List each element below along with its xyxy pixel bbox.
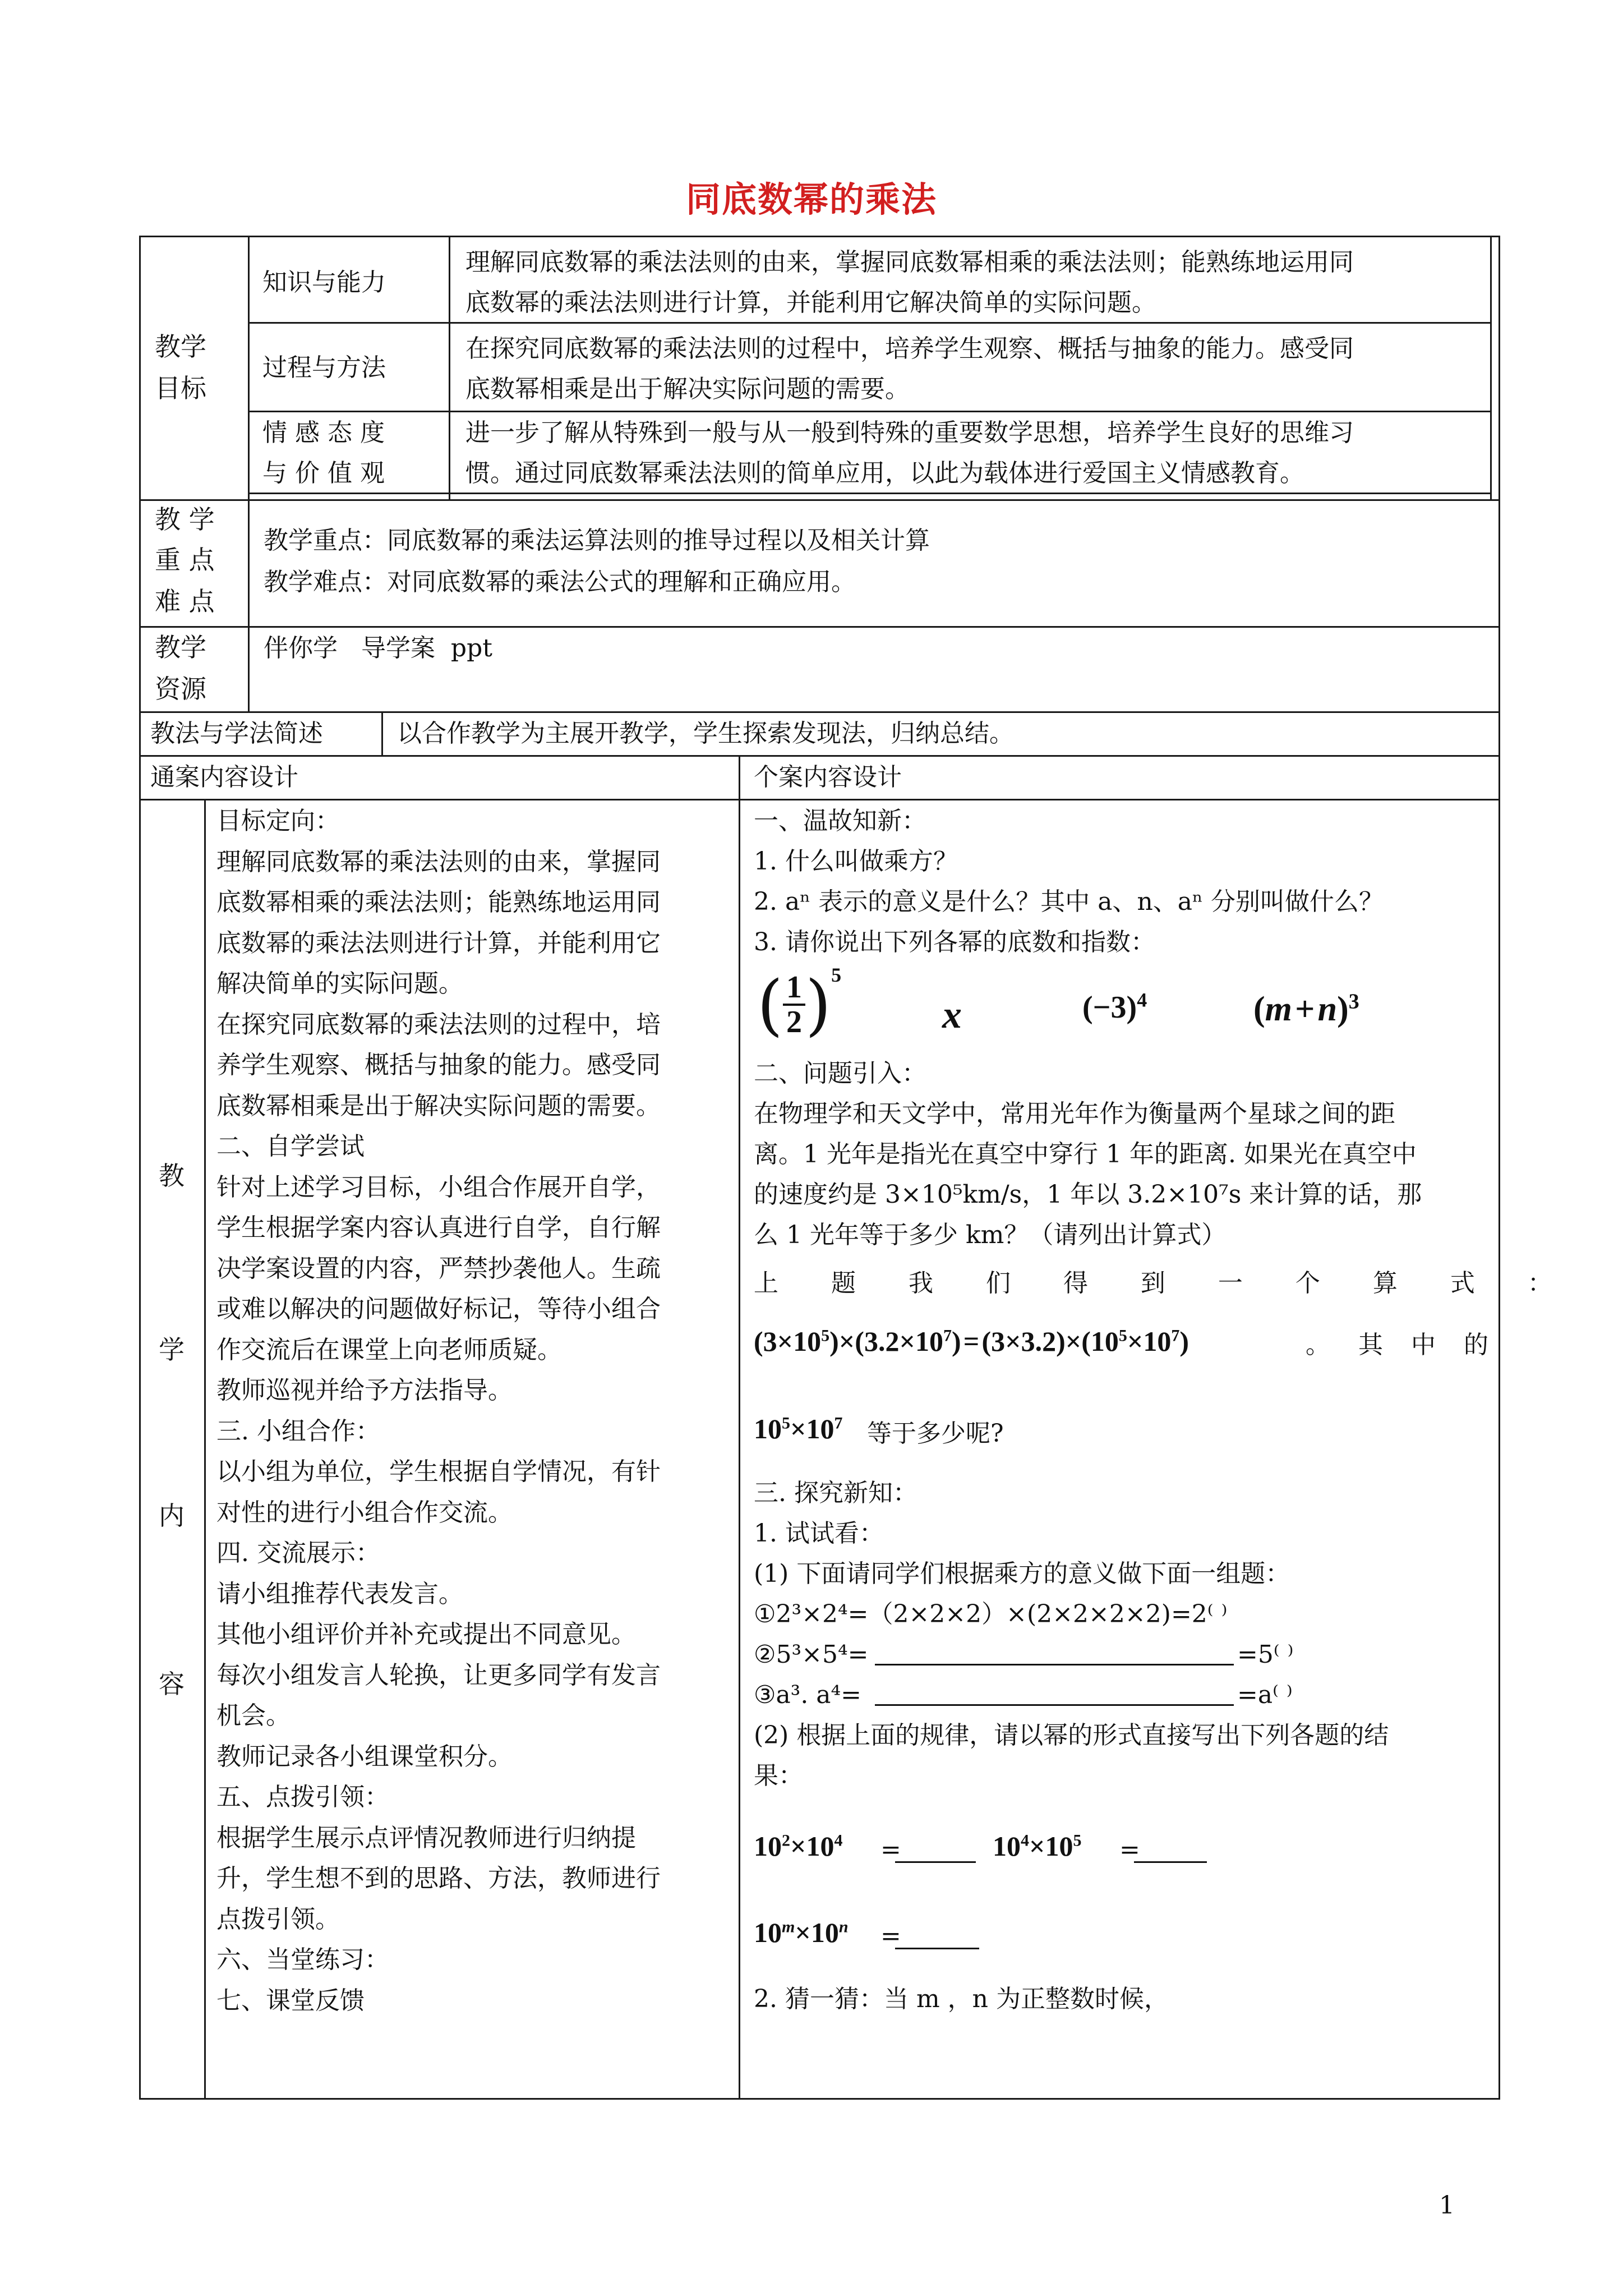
objectives-row-sep-2 — [248, 411, 1492, 412]
methods-label: 教法与学法简述 — [150, 719, 323, 748]
exercise-3-end: =a⁽ ⁾ — [1237, 1681, 1293, 1709]
general-content-line: 理解同底数幂的乘法法则的由来，掌握同 — [216, 848, 661, 876]
table-border-bottom — [139, 2098, 1500, 2100]
general-content-line: 作交流后在课堂上向老师质疑。 — [216, 1336, 562, 1364]
resources-label-1: 教学 — [155, 632, 206, 662]
general-content-line: 四. 交流展示： — [216, 1539, 380, 1567]
objective-text-line: 进一步了解从特殊到一般与从一般到特殊的重要数学思想，培养学生良好的思维习 — [465, 418, 1354, 447]
content-label-divider — [204, 799, 206, 2100]
problem-line: 的速度约是 3×10⁵km/s，1 年以 3.2×10⁷s 来计算的话，那 — [754, 1180, 1422, 1209]
objective-text-line: 底数幂相乘是出于解决实际问题的需要。 — [465, 375, 910, 403]
section-review: 一、温故知新： — [754, 807, 926, 835]
resources-text: 伴你学 导学案 ppt — [264, 634, 492, 662]
answer-blank[interactable] — [895, 1861, 976, 1863]
section-explore: 三. 探究新知： — [754, 1479, 917, 1507]
label-col-divider — [248, 499, 250, 711]
exercise-3-blank[interactable] — [875, 1704, 1234, 1706]
general-content-line: 五、点拨引领： — [216, 1783, 389, 1811]
objectives-inner-right — [1490, 236, 1492, 499]
keypoints-difficulty: 教学难点：对同底数幂的乘法公式的理解和正确应用。 — [264, 568, 856, 596]
objective-name-attitude-1: 情 感 态 度 — [262, 418, 385, 447]
objective-text-line: 惯。通过同底数幂乘法法则的简单应用，以此为载体进行爱国主义情感教育。 — [465, 459, 1304, 487]
general-content-line: 升，学生想不到的思路、方法，教师进行 — [216, 1864, 661, 1893]
general-content-line: 决学案设置的内容，严禁抄袭他人。生疏 — [216, 1254, 661, 1283]
general-content-line: 或难以解决的问题做好标记，等待小组合 — [216, 1295, 661, 1323]
general-content-line: 学生根据学案内容认真进行自学，自行解 — [216, 1213, 661, 1242]
table-border-left — [139, 236, 141, 2100]
general-content-line: 点拨引领。 — [216, 1905, 340, 1934]
guess-line: 2. 猜一猜：当 m ，n 为正整数时候， — [754, 1985, 1169, 2013]
power-m-plus-n-cubed: (m + n)$^3$ — [1253, 990, 1359, 1028]
answer-blank[interactable] — [1134, 1861, 1207, 1863]
row-sep-headers — [139, 799, 1500, 800]
objective-text-line: 在探究同底数幂的乘法法则的过程中，培养学生观察、概括与抽象的能力。感受同 — [465, 334, 1354, 363]
general-content-line: 底数幂相乘的乘法法则；能熟练地运用同 — [216, 888, 661, 917]
table-border-right — [1498, 236, 1500, 2100]
objectives-label-top: 教学 — [155, 332, 206, 362]
general-content-line: 目标定向： — [216, 807, 340, 835]
page-number: 1 — [1439, 2191, 1455, 2220]
question-3: 3. 请你说出下列各幂的底数和指数： — [754, 928, 1155, 956]
exercise-3-start: ③a³. a⁴= — [754, 1681, 862, 1709]
equals-sign: = — [880, 1922, 901, 1950]
power-x: x — [942, 993, 962, 1037]
power-neg3-to-4: $(-3)^4$ — [1082, 988, 1147, 1025]
task-1: (1) 下面请同学们根据乘方的意义做下面一组题： — [754, 1559, 1290, 1588]
general-content-line: 机会。 — [216, 1701, 291, 1730]
power-half-to-5: ( $\frac{1}{2}$ )$^5$ — [757, 964, 842, 1043]
keypoints-focus: 教学重点：同底数幂的乘法运算法则的推导过程以及相关计算 — [264, 526, 930, 555]
methods-text: 以合作教学为主展开教学，学生探索发现法，归纳总结。 — [397, 719, 1014, 748]
objective-name-attitude-2: 与 价 值 观 — [262, 459, 385, 487]
exercise-2-end: =5⁽ ⁾ — [1237, 1640, 1294, 1669]
objectives-row-sep-1 — [248, 322, 1492, 324]
objectives-inner-left — [248, 236, 250, 499]
answer-blank[interactable] — [895, 1948, 979, 1949]
general-content-line: 根据学生展示点评情况教师进行归纳提 — [216, 1824, 636, 1852]
equation-tail: 。 其 中 的 — [1306, 1331, 1488, 1359]
general-content-line: 六、当堂练习： — [216, 1945, 389, 1974]
col-header-general: 通案内容设计 — [150, 763, 298, 792]
try-it: 1. 试试看： — [754, 1519, 884, 1548]
objectives-inner-divider — [449, 236, 450, 499]
content-label-char: 内 — [159, 1501, 185, 1531]
objective-name-knowledge: 知识与能力 — [262, 268, 386, 297]
general-content-line: 底数幂的乘法法则进行计算，并能利用它 — [216, 929, 661, 958]
equation-light-year: $(3\times 10^5)\times(3.2\times 10^7)$ = $(3\times 3.2)\times(10^5\times 10^7)$ — [754, 1326, 1189, 1357]
equals-sign: = — [880, 1835, 901, 1864]
general-content-line: 教师记录各小组课堂积分。 — [216, 1742, 513, 1771]
question-2: 2. aⁿ 表示的意义是什么？其中 a、n、aⁿ 分别叫做什么？ — [754, 887, 1384, 916]
general-content-line: 养学生观察、概括与抽象的能力。感受同 — [216, 1051, 661, 1079]
content-label-char: 学 — [159, 1335, 185, 1365]
question-1: 1. 什么叫做乘方？ — [754, 847, 958, 876]
objectives-inner-bottom — [248, 493, 1492, 494]
keypoints-label-2: 重 点 — [155, 545, 215, 575]
row-sep-objectives — [139, 499, 1500, 501]
objective-text-line: 理解同底数幂的乘法法则的由来，掌握同底数幂相乘的乘法法则；能熟练地运用同 — [465, 248, 1354, 277]
resources-label-2: 资源 — [155, 674, 206, 704]
row-sep-methods — [139, 755, 1500, 757]
problem-line: 么 1 光年等于多少 km？（请列出计算式） — [754, 1221, 1227, 1249]
content-label-char: 教 — [159, 1161, 185, 1191]
content-center-divider — [739, 755, 740, 2100]
general-content-line: 底数幂相乘是出于解决实际问题的需要。 — [216, 1092, 661, 1120]
task-2-line-1: (2) 根据上面的规律，请以幂的形式直接写出下列各题的结 — [754, 1721, 1389, 1750]
general-content-line: 三. 小组合作： — [216, 1417, 380, 1446]
section-problem: 二、问题引入： — [754, 1059, 926, 1088]
general-content-line: 七、课堂反馈 — [216, 1986, 365, 2015]
general-content-line: 对性的进行小组合作交流。 — [216, 1498, 513, 1527]
row-sep-keypoints — [139, 626, 1500, 628]
exercise-1: ①2³×2⁴=（2×2×2）×(2×2×2×2)=2⁽ ⁾ — [754, 1600, 1228, 1628]
exercise-2-start: ②5³×5⁴= — [754, 1640, 869, 1669]
exercise-10-m-times-10-n: $10^m\times 10^n$ — [754, 1917, 849, 1948]
exercise-2-blank[interactable] — [875, 1664, 1234, 1665]
equation2-tail: 等于多少呢? — [867, 1419, 1004, 1448]
exercise-10-4-times-10-5: $10^4\times 10^5$ — [993, 1830, 1082, 1862]
objective-text-line: 底数幂的乘法法则进行计算，并能利用它解决简单的实际问题。 — [465, 288, 1156, 317]
general-content-line: 请小组推荐代表发言。 — [216, 1580, 463, 1608]
general-content-line: 教师巡视并给予方法指导。 — [216, 1376, 513, 1405]
problem-line: 离。1 光年是指光在真空中穿行 1 年的距离. 如果光在真空中 — [754, 1140, 1417, 1168]
row-sep-resources — [139, 711, 1500, 713]
methods-divider — [381, 711, 383, 755]
problem-line: 在物理学和天文学中，常用光年作为衡量两个星球之间的距 — [754, 1099, 1395, 1128]
general-content-line: 解决简单的实际问题。 — [216, 969, 463, 998]
general-content-line: 以小组为单位，学生根据自学情况，有针 — [216, 1457, 661, 1486]
general-content-line: 每次小组发言人轮换，让更多同学有发言 — [216, 1661, 661, 1690]
general-content-line: 在探究同底数幂的乘法法则的过程中，培 — [216, 1010, 661, 1039]
general-content-line: 二、自学尝试 — [216, 1132, 365, 1161]
content-label-char: 容 — [159, 1669, 185, 1699]
keypoints-label-1: 教 学 — [155, 504, 215, 535]
objectives-label-bottom: 目标 — [155, 373, 206, 403]
task-2-line-2: 果： — [754, 1761, 803, 1790]
equals-sign: = — [1119, 1835, 1140, 1864]
problem-line-justified: 上 题 我 们 得 到 一 个 算 式 ： — [754, 1269, 1558, 1297]
keypoints-label-3: 难 点 — [155, 586, 215, 616]
equation-10-5-times-10-7: $10^5\times 10^7$ — [754, 1413, 843, 1444]
exercise-10-2-times-10-4: $10^2\times 10^4$ — [754, 1830, 843, 1862]
objective-name-process: 过程与方法 — [262, 353, 386, 382]
table-border-top — [139, 236, 1500, 237]
document-title: 同底数幂的乘法 — [685, 179, 937, 220]
col-header-individual: 个案内容设计 — [754, 763, 902, 792]
general-content-line: 针对上述学习目标，小组合作展开自学， — [216, 1173, 661, 1202]
general-content-line: 其他小组评价并补充或提出不同意见。 — [216, 1620, 636, 1649]
